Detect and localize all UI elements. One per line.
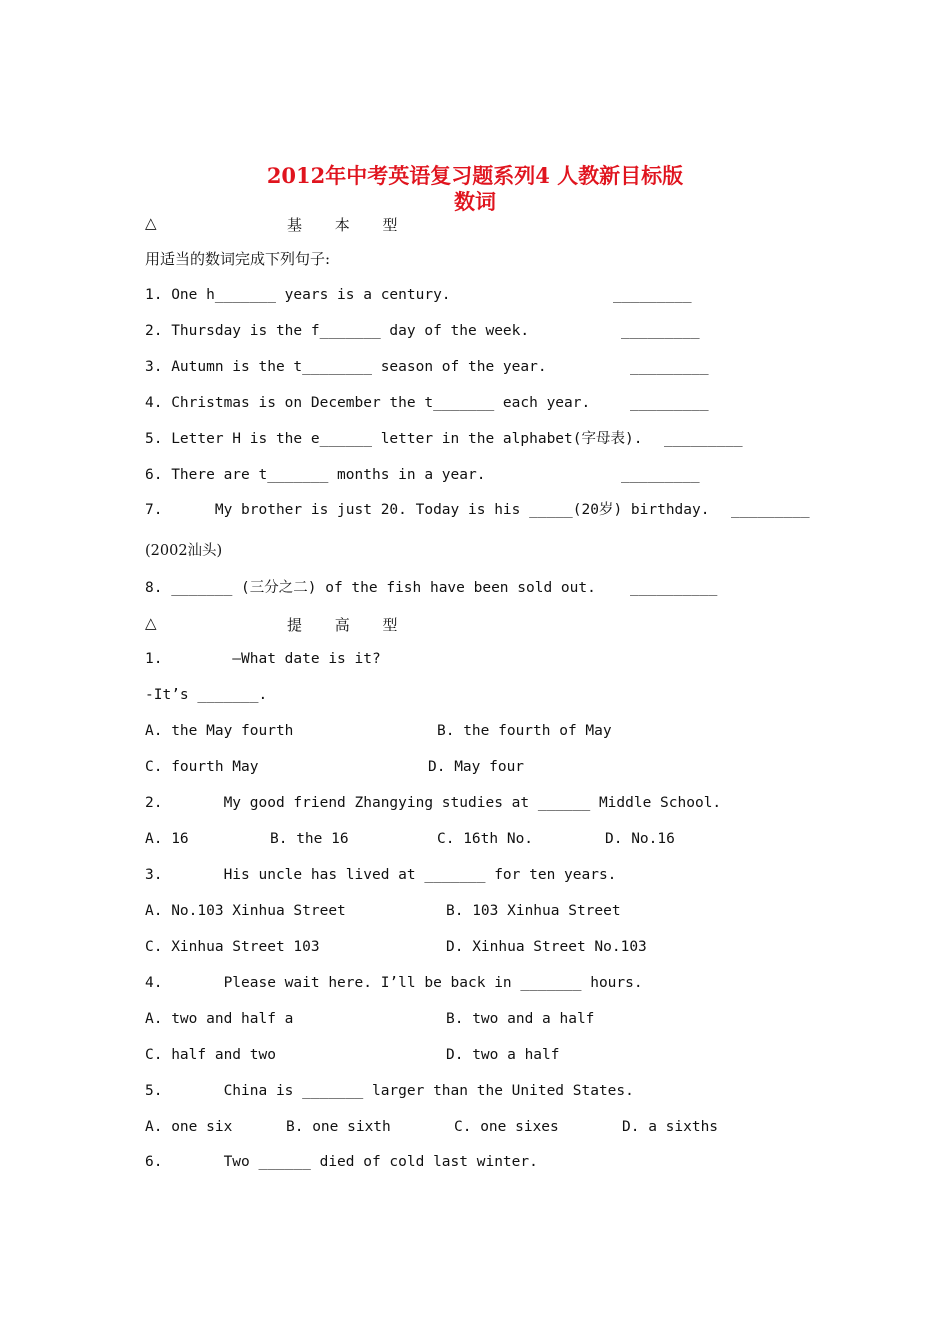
option-4d: D. two a half bbox=[446, 1047, 560, 1063]
source-note: (2002汕头) bbox=[145, 543, 223, 559]
option-2b: B. the 16 bbox=[270, 831, 349, 847]
option-3c: C. Xinhua Street 103 bbox=[145, 939, 320, 955]
document-subtitle: 数词 bbox=[454, 189, 496, 214]
option-1b: B. the fourth of May bbox=[437, 723, 612, 739]
option-3b: B. 103 Xinhua Street bbox=[446, 903, 621, 919]
basic-item-6: 6. There are t_______ months in a year. bbox=[145, 467, 486, 483]
option-5a: A. one six bbox=[145, 1119, 233, 1135]
answer-blank-1: _________ bbox=[613, 287, 692, 303]
answer-blank-4: _________ bbox=[630, 395, 709, 411]
answer-blank-8: __________ bbox=[630, 580, 718, 596]
option-5c: C. one sixes bbox=[454, 1119, 559, 1135]
option-2c: C. 16th No. bbox=[437, 831, 534, 847]
basic-item-1: 1. One h_______ years is a century. bbox=[145, 287, 451, 303]
answer-blank-5: _________ bbox=[664, 431, 743, 447]
option-1c: C. fourth May bbox=[145, 759, 259, 775]
option-5b: B. one sixth bbox=[286, 1119, 391, 1135]
question-3: 3. His uncle has lived at _______ for ten years. bbox=[145, 867, 617, 883]
instruction-text: 用适当的数词完成下列句子: bbox=[145, 250, 331, 268]
section-heading-advanced: 提 高 型 bbox=[287, 616, 412, 634]
triangle-icon: △ bbox=[145, 614, 157, 632]
basic-item-4: 4. Christmas is on December the t_______ each year. bbox=[145, 395, 591, 411]
question-2: 2. My good friend Zhangying studies at ______ Middle School. bbox=[145, 795, 722, 811]
option-1d: D. May four bbox=[428, 759, 525, 775]
answer-blank-2: _________ bbox=[621, 323, 700, 339]
basic-item-7: 7. My brother is just 20. Today is his _____(20岁) birthday. bbox=[145, 502, 710, 518]
basic-item-5: 5. Letter H is the e______ letter in the alphabet(字母表). bbox=[145, 431, 643, 447]
question-6: 6. Two ______ died of cold last winter. bbox=[145, 1154, 538, 1170]
option-4b: B. two and a half bbox=[446, 1011, 595, 1027]
triangle-icon: △ bbox=[145, 214, 157, 232]
answer-blank-6: _________ bbox=[621, 467, 700, 483]
basic-item-2: 2. Thursday is the f_______ day of the week. bbox=[145, 323, 530, 339]
option-4a: A. two and half a bbox=[145, 1011, 294, 1027]
basic-item-8: 8. _______ (三分之二) of the fish have been sold out. bbox=[145, 580, 596, 596]
option-2d: D. No.16 bbox=[605, 831, 675, 847]
question-1: 1. –What date is it? bbox=[145, 651, 381, 667]
answer-blank-7: _________ bbox=[731, 502, 810, 518]
document-title: 2012年中考英语复习题系列4 人教新目标版 bbox=[266, 163, 684, 188]
option-5d: D. a sixths bbox=[622, 1119, 719, 1135]
section-heading-basic: 基 本 型 bbox=[287, 216, 412, 234]
basic-item-3: 3. Autumn is the t________ season of the year. bbox=[145, 359, 547, 375]
option-1a: A. the May fourth bbox=[145, 723, 294, 739]
option-3d: D. Xinhua Street No.103 bbox=[446, 939, 647, 955]
question-5: 5. China is _______ larger than the United States. bbox=[145, 1083, 634, 1099]
option-3a: A. No.103 Xinhua Street bbox=[145, 903, 346, 919]
option-2a: A. 16 bbox=[145, 831, 189, 847]
question-4: 4. Please wait here. I’ll be back in _______ hours. bbox=[145, 975, 643, 991]
option-4c: C. half and two bbox=[145, 1047, 276, 1063]
question-1-reply: -It’s _______. bbox=[145, 687, 268, 703]
answer-blank-3: _________ bbox=[630, 359, 709, 375]
